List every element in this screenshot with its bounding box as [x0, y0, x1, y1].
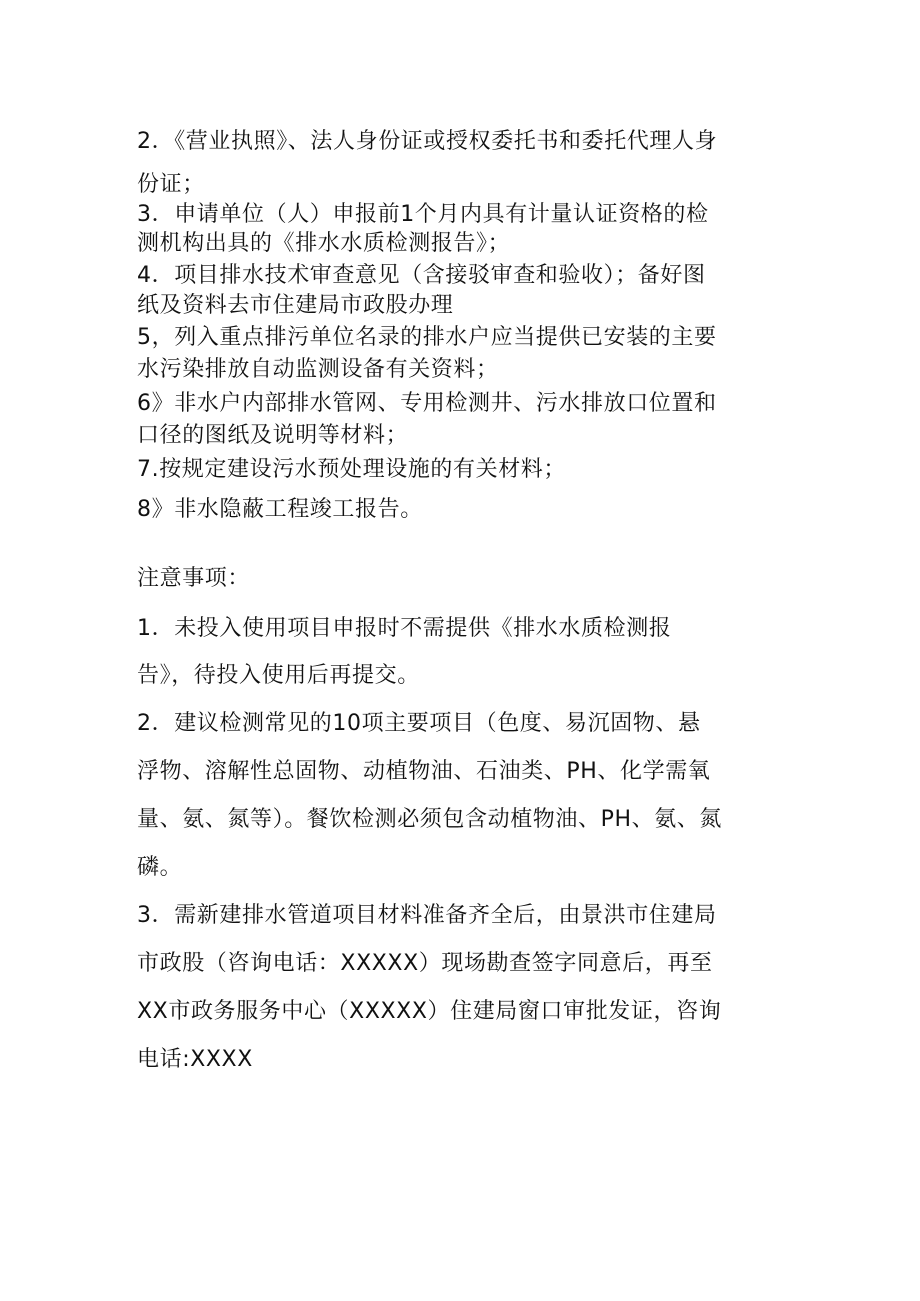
note-line: 磷。	[137, 855, 183, 880]
note-line: 1．未投入使用项目申报时不需提供《排水水质检测报	[137, 616, 672, 641]
requirement-line: 测机构出具的《排水水质检测报告》；	[137, 231, 511, 256]
requirement-line: 3．申请单位（人）申报前1个月内具有计量认证资格的检	[137, 202, 709, 227]
note-line: 2．建议检测常见的10项主要项目（色度、易沉固物、悬	[137, 711, 701, 736]
requirement-line: 份证；	[137, 172, 205, 197]
requirement-line: 口径的图纸及说明等材料；	[137, 423, 409, 448]
note-line: 告》，待投入使用后再提交。	[137, 663, 420, 688]
requirement-line: 纸及资料去市住建局市政股办理	[137, 293, 454, 318]
note-line: 市政股（咨询电话：XXXXX）现场勘查签字同意后，再至	[137, 951, 713, 976]
note-line: 电话:XXXX	[137, 1047, 253, 1072]
requirement-line: 5，列入重点排污单位名录的排水户应当提供已安装的主要	[137, 325, 717, 350]
note-line: 浮物、溶解性总固物、动植物油、石油类、PH、化学需氧	[137, 759, 711, 784]
requirement-line: 2．《营业执照》、法人身份证或授权委托书和委托代理人身	[137, 129, 718, 154]
note-line: 3．需新建排水管道项目材料准备齐全后，由景洪市住建局	[137, 903, 717, 928]
requirement-line: 水污染排放自动监测设备有关资料；	[137, 357, 499, 382]
requirement-line: 8》非水隐蔽工程竣工报告。	[137, 497, 423, 522]
requirement-line: 6》非水户内部排水管网、专用检测井、污水排放口位置和	[137, 391, 717, 416]
notes-heading: 注意事项：	[137, 566, 251, 591]
requirement-line: 7.按规定建设污水预处理设施的有关材料；	[137, 457, 566, 482]
requirement-line: 4．项目排水技术审查意见（含接驳审查和验收）；备好图	[137, 263, 706, 288]
note-line: XX市政务服务中心（XXXXX）住建局窗口审批发证，咨询	[137, 999, 722, 1024]
note-line: 量、氨、氮等）。餐饮检测必须包含动植物油、PH、氨、氮	[137, 807, 723, 832]
